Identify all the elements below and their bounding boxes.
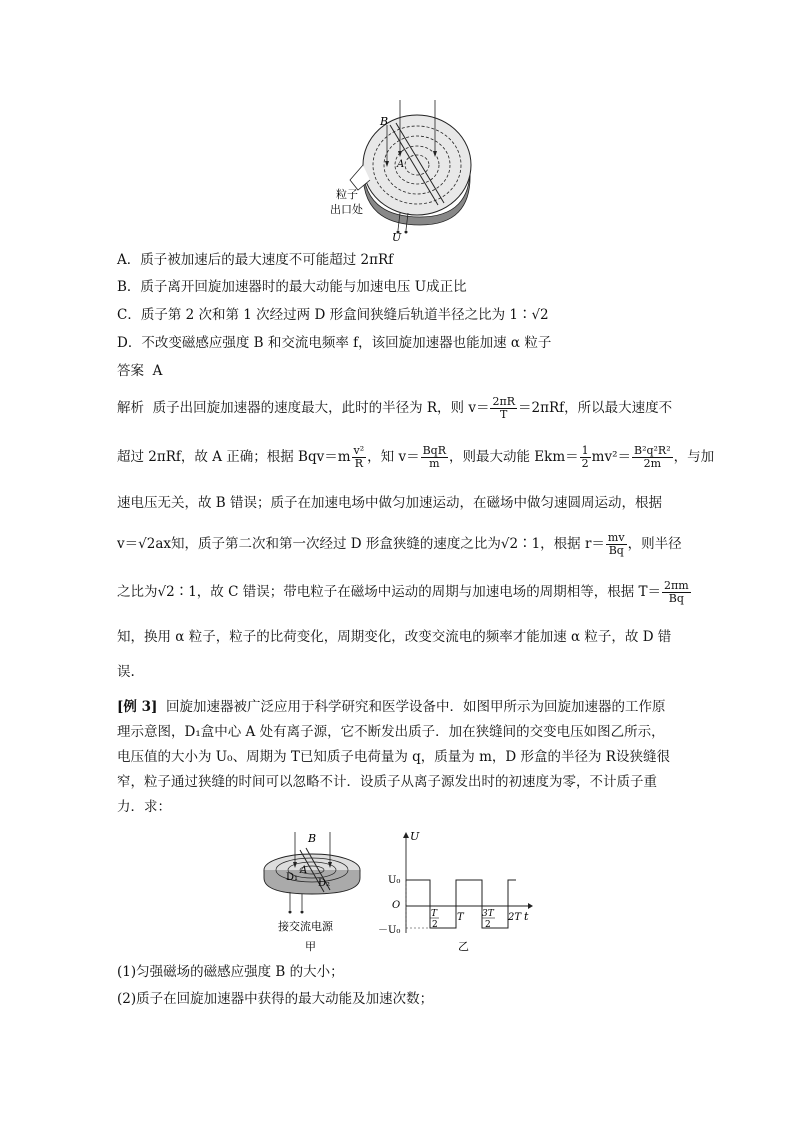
option-b: B．质子离开回旋加速器时的最大动能与加速电压 U成正比 xyxy=(117,279,467,295)
answer-label: 答案 xyxy=(117,363,144,379)
tick-2T: 2T xyxy=(508,912,522,923)
fig2-caption-jia: 甲 xyxy=(305,940,316,953)
option-d: D．不改变磁感应强度 B 和交流电频率 f，该回旋加速器也能加速 α 粒子 xyxy=(117,335,552,351)
example3-line-4: 窄，粒子通过狭缝的时间可以忽略不计．设质子从离子源发出时的初速度为零，不计质子重 xyxy=(117,774,657,790)
analysis-p2b: ，知 v＝ xyxy=(367,449,420,465)
fig2-label-source: 接交流电源 xyxy=(278,920,333,933)
fig1-label-exit2: 出口处 xyxy=(330,203,363,216)
voltage-graph-yi xyxy=(378,828,533,955)
analysis-line-3: 速电压无关，故 B 错误；质子在加速电场中做匀加速运动，在磁场中做匀速圆周运动，根据 xyxy=(117,495,663,511)
analysis-p1b: ＝2πRf，所以最大速度不 xyxy=(517,400,673,416)
analysis-line-2 xyxy=(117,445,714,470)
analysis-line-1 xyxy=(117,396,672,421)
answer-value: A xyxy=(152,363,163,379)
analysis-p4a: v＝√2ax知，质子第二次和第一次经过 D 形盒狭缝的速度之比为√2∶1，根据 r＝ xyxy=(117,536,605,552)
analysis-line-5 xyxy=(117,580,692,605)
fig2-label-D1: D₁ xyxy=(286,872,299,883)
tick-3T2-num: 3T xyxy=(482,909,494,919)
fraction-mv-Bq: $\frac{mv}{Bq}$ xyxy=(607,531,625,557)
example3-line-5: 力．求： xyxy=(117,799,171,815)
tick-negU0: －U₀ xyxy=(378,925,401,936)
analysis-p2c: ，则最大动能 Ekm＝ xyxy=(449,449,579,465)
analysis-p2d: mv²＝ xyxy=(591,449,631,465)
fig2-label-D2: D₂ xyxy=(318,878,331,889)
example3-tag: [例 3] xyxy=(117,699,158,715)
example3-line-1 xyxy=(117,697,665,717)
option-c: C．质子第 2 次和第 1 次经过两 D 形盒间狭缝后轨道半径之比为 1∶√2 xyxy=(117,307,549,323)
fraction-1-2: $\frac{1}{2}$ xyxy=(581,444,589,470)
fig1-label-exit: 粒子 xyxy=(336,188,358,201)
fraction-v2-R: $\frac{\text{v²}}{R}$ xyxy=(353,444,365,470)
answer-line xyxy=(117,361,162,381)
fraction-2pim-Bq: $\frac{2\pi m}{Bq}$ xyxy=(664,579,689,605)
option-a: A．质子被加速后的最大速度不可能超过 2πRf xyxy=(117,252,394,268)
fig1-label-B: B xyxy=(380,115,389,128)
analysis-line-4 xyxy=(117,532,682,557)
tick-T2-num: T xyxy=(431,909,438,919)
cyclotron-figure xyxy=(330,95,480,245)
tick-3T2-den: 2 xyxy=(485,920,491,930)
fig2-label-A: A xyxy=(300,865,308,876)
fig2-label-B: B xyxy=(308,832,317,845)
fraction-ekm: $\frac{\text{B²q²R²}}{2m}$ xyxy=(633,444,671,470)
question-2: (2)质子在回旋加速器中获得的最大动能及加速次数； xyxy=(117,991,434,1007)
tick-T: T xyxy=(457,912,464,923)
analysis-p1a: 质子出回旋加速器的速度最大，此时的半径为 R，则 v＝ xyxy=(152,400,490,416)
fig1-label-U: U xyxy=(392,231,402,244)
question-1: (1)匀强磁场的磁感应强度 B 的大小； xyxy=(117,964,344,980)
example3-text1: 回旋加速器被广泛应用于科学研究和医学设备中．如图甲所示为回旋加速器的工作原 xyxy=(165,699,666,715)
analysis-p4b: ，则半径 xyxy=(627,536,682,552)
analysis-label: 解析 xyxy=(117,400,144,416)
axis-t-label: t xyxy=(524,910,529,923)
fraction-BqR-m: $\frac{\text{BqR}}{m}$ xyxy=(422,444,446,470)
analysis-line-6: 知，换用 α 粒子，粒子的比荷变化，周期变化，改变交流电的频率才能加速 α 粒子，故 D 错 xyxy=(117,629,672,645)
axis-U-label: U xyxy=(410,830,420,843)
cyclotron-figure-jia xyxy=(260,830,365,955)
example3-line-3: 电压值的大小为 U₀、周期为 T已知质子电荷量为 q，质量为 m，D 形盒的半径为 R设狭缝很 xyxy=(117,749,670,765)
analysis-p2e: ，与加 xyxy=(673,449,715,465)
analysis-p2a: 超过 2πRf，故 A 正确；根据 Bqv＝m xyxy=(117,449,351,465)
fig1-label-A: A xyxy=(397,159,405,170)
tick-U0: U₀ xyxy=(388,875,401,886)
tick-O: O xyxy=(392,900,401,911)
analysis-p5a: 之比为√2∶1，故 C 错误；带电粒子在磁场中运动的周期与加速电场的周期相等，根据 T＝ xyxy=(117,584,661,600)
example3-line-2: 理示意图，D₁盒中心 A 处有离子源，它不断发出质子．加在狭缝间的交变电压如图乙所示， xyxy=(117,724,665,740)
tick-T2-den: 2 xyxy=(432,920,438,930)
analysis-line-7: 误. xyxy=(117,664,135,680)
fraction-2piR-T: $\frac{2\pi R}{T}$ xyxy=(492,395,515,421)
fig2-caption-yi: 乙 xyxy=(458,940,469,953)
